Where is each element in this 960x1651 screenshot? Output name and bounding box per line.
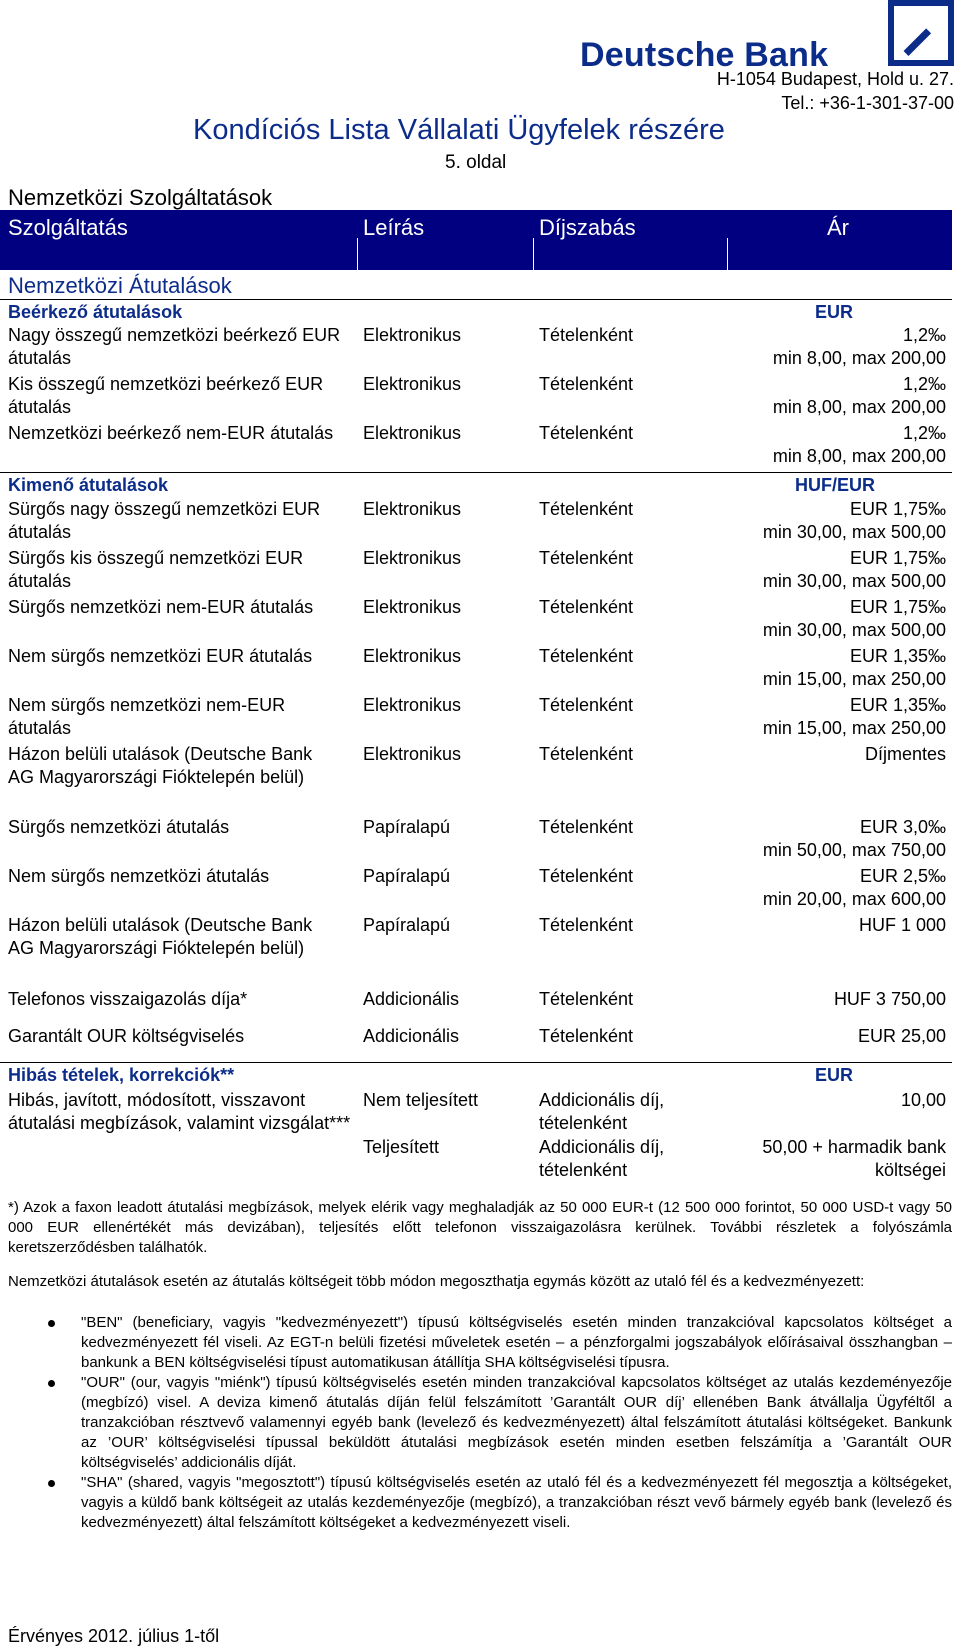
phone-line: Tel.: +36-1-301-37-00 — [781, 93, 954, 113]
cost-sharing-intro: Nemzetközi átutalások esetén az átutalás költségeit több módon megoszthatja egymás között az utaló fél és a kedvezményezett: — [8, 1273, 865, 1290]
list-item: "OUR" (our, vagyis "miénk") típusú költségviselés esetén minden tranzakcióval kapcsolatos költséget az utalás kezdeményezője (megbízó) visel. A deviza kimenő átutalás díján felül felszámított ’Garantált OUR díj’ ellenében Bank átvállalja Ügyféltől a tranzakcióban résztvevő valamennyi egyéb bank (levelező és kedvezményezett) által felszámított átutalási költségeket. Bankunk az ’OUR’ költségviselési típussal beküldött átutalási megbízások esetén minden esetben felszámítja a ’Garantált OUR költségviselés’ addicionális díját. — [8, 1373, 952, 1473]
header-price: Ár — [827, 215, 849, 240]
table-header — [0, 210, 952, 270]
table-row: Hibás, javított, módosított, visszavont átutalási megbízások, valamint vizsgálat*** Nem teljesített Addicionális díj, tételenként 10,00 — [8, 1090, 946, 1133]
outgoing-currency: HUF/EUR — [795, 475, 875, 495]
document-title: Kondíciós Lista Vállalati Ügyfelek részére — [193, 114, 725, 146]
incoming-currency: EUR — [815, 302, 854, 322]
bullet-icon — [48, 1480, 55, 1487]
page-number: 5. oldal — [445, 152, 507, 173]
outgoing-label: Kimenő átutalások — [8, 475, 169, 495]
header-service: Szolgáltatás — [8, 215, 128, 240]
bank-name-logo: Deutsche Bank — [580, 36, 829, 74]
list-item: "BEN" (beneficiary, vagyis "kedvezményezett") típusú költségviselés esetén minden tranzakcióval kapcsolatos költséget a kedvezményezett fél viseli. Az EGT-n belüli fizetési műveletek esetén – a pénzforgalmi jogszabályok előírásaival összhangban – bankunk a BEN költségviselési típust automatikusan átállítja SHA költségviselési típusra. — [8, 1313, 952, 1373]
validity-date: Érvényes 2012. július 1-től — [8, 1626, 220, 1646]
address-line: H-1054 Budapest, Hold u. 27. — [716, 69, 954, 89]
errors-currency: EUR — [815, 1065, 854, 1085]
footnote: *) Azok a faxon leadott átutalási megbízások, melyek elérik vagy meghaladják az 50 000 EUR-t (12 500 000 forintot, 50 000 USD-t vagy 50 000 EUR ellenértékét más devizában), teljesítés előtt telefonon visszaigazolásra kerülnek. További részletek a folyószámla keretszerződésben találhatók. — [8, 1199, 952, 1256]
group-title: Nemzetközi Átutalások — [8, 273, 232, 298]
bullet-icon — [48, 1380, 55, 1387]
header-description: Leírás — [363, 215, 425, 240]
section-heading: Nemzetközi Szolgáltatások — [8, 185, 273, 210]
incoming-label: Beérkező átutalások — [8, 302, 183, 322]
bullet-icon — [48, 1320, 55, 1327]
deutsche-bank-slash-logo-icon — [888, 0, 954, 66]
cost-sharing-list — [8, 1313, 952, 1533]
list-item: "SHA" (shared, vagyis "megosztott") típusú költségviselés esetén az utaló fél és a kedvezményezett fél megosztja a költségeket, vagyis a küldő bank költségeit az utalás kezdeményezője (megbízó), a tranzakcióban részt vevő bármely egyéb bank (levelező és kedvezményezett) által felszámított költségeket a kedvezményezett viseli. — [8, 1473, 952, 1533]
errors-label: Hibás tételek, korrekciók** — [8, 1065, 235, 1085]
header-pricing: Díjszabás — [539, 215, 636, 240]
